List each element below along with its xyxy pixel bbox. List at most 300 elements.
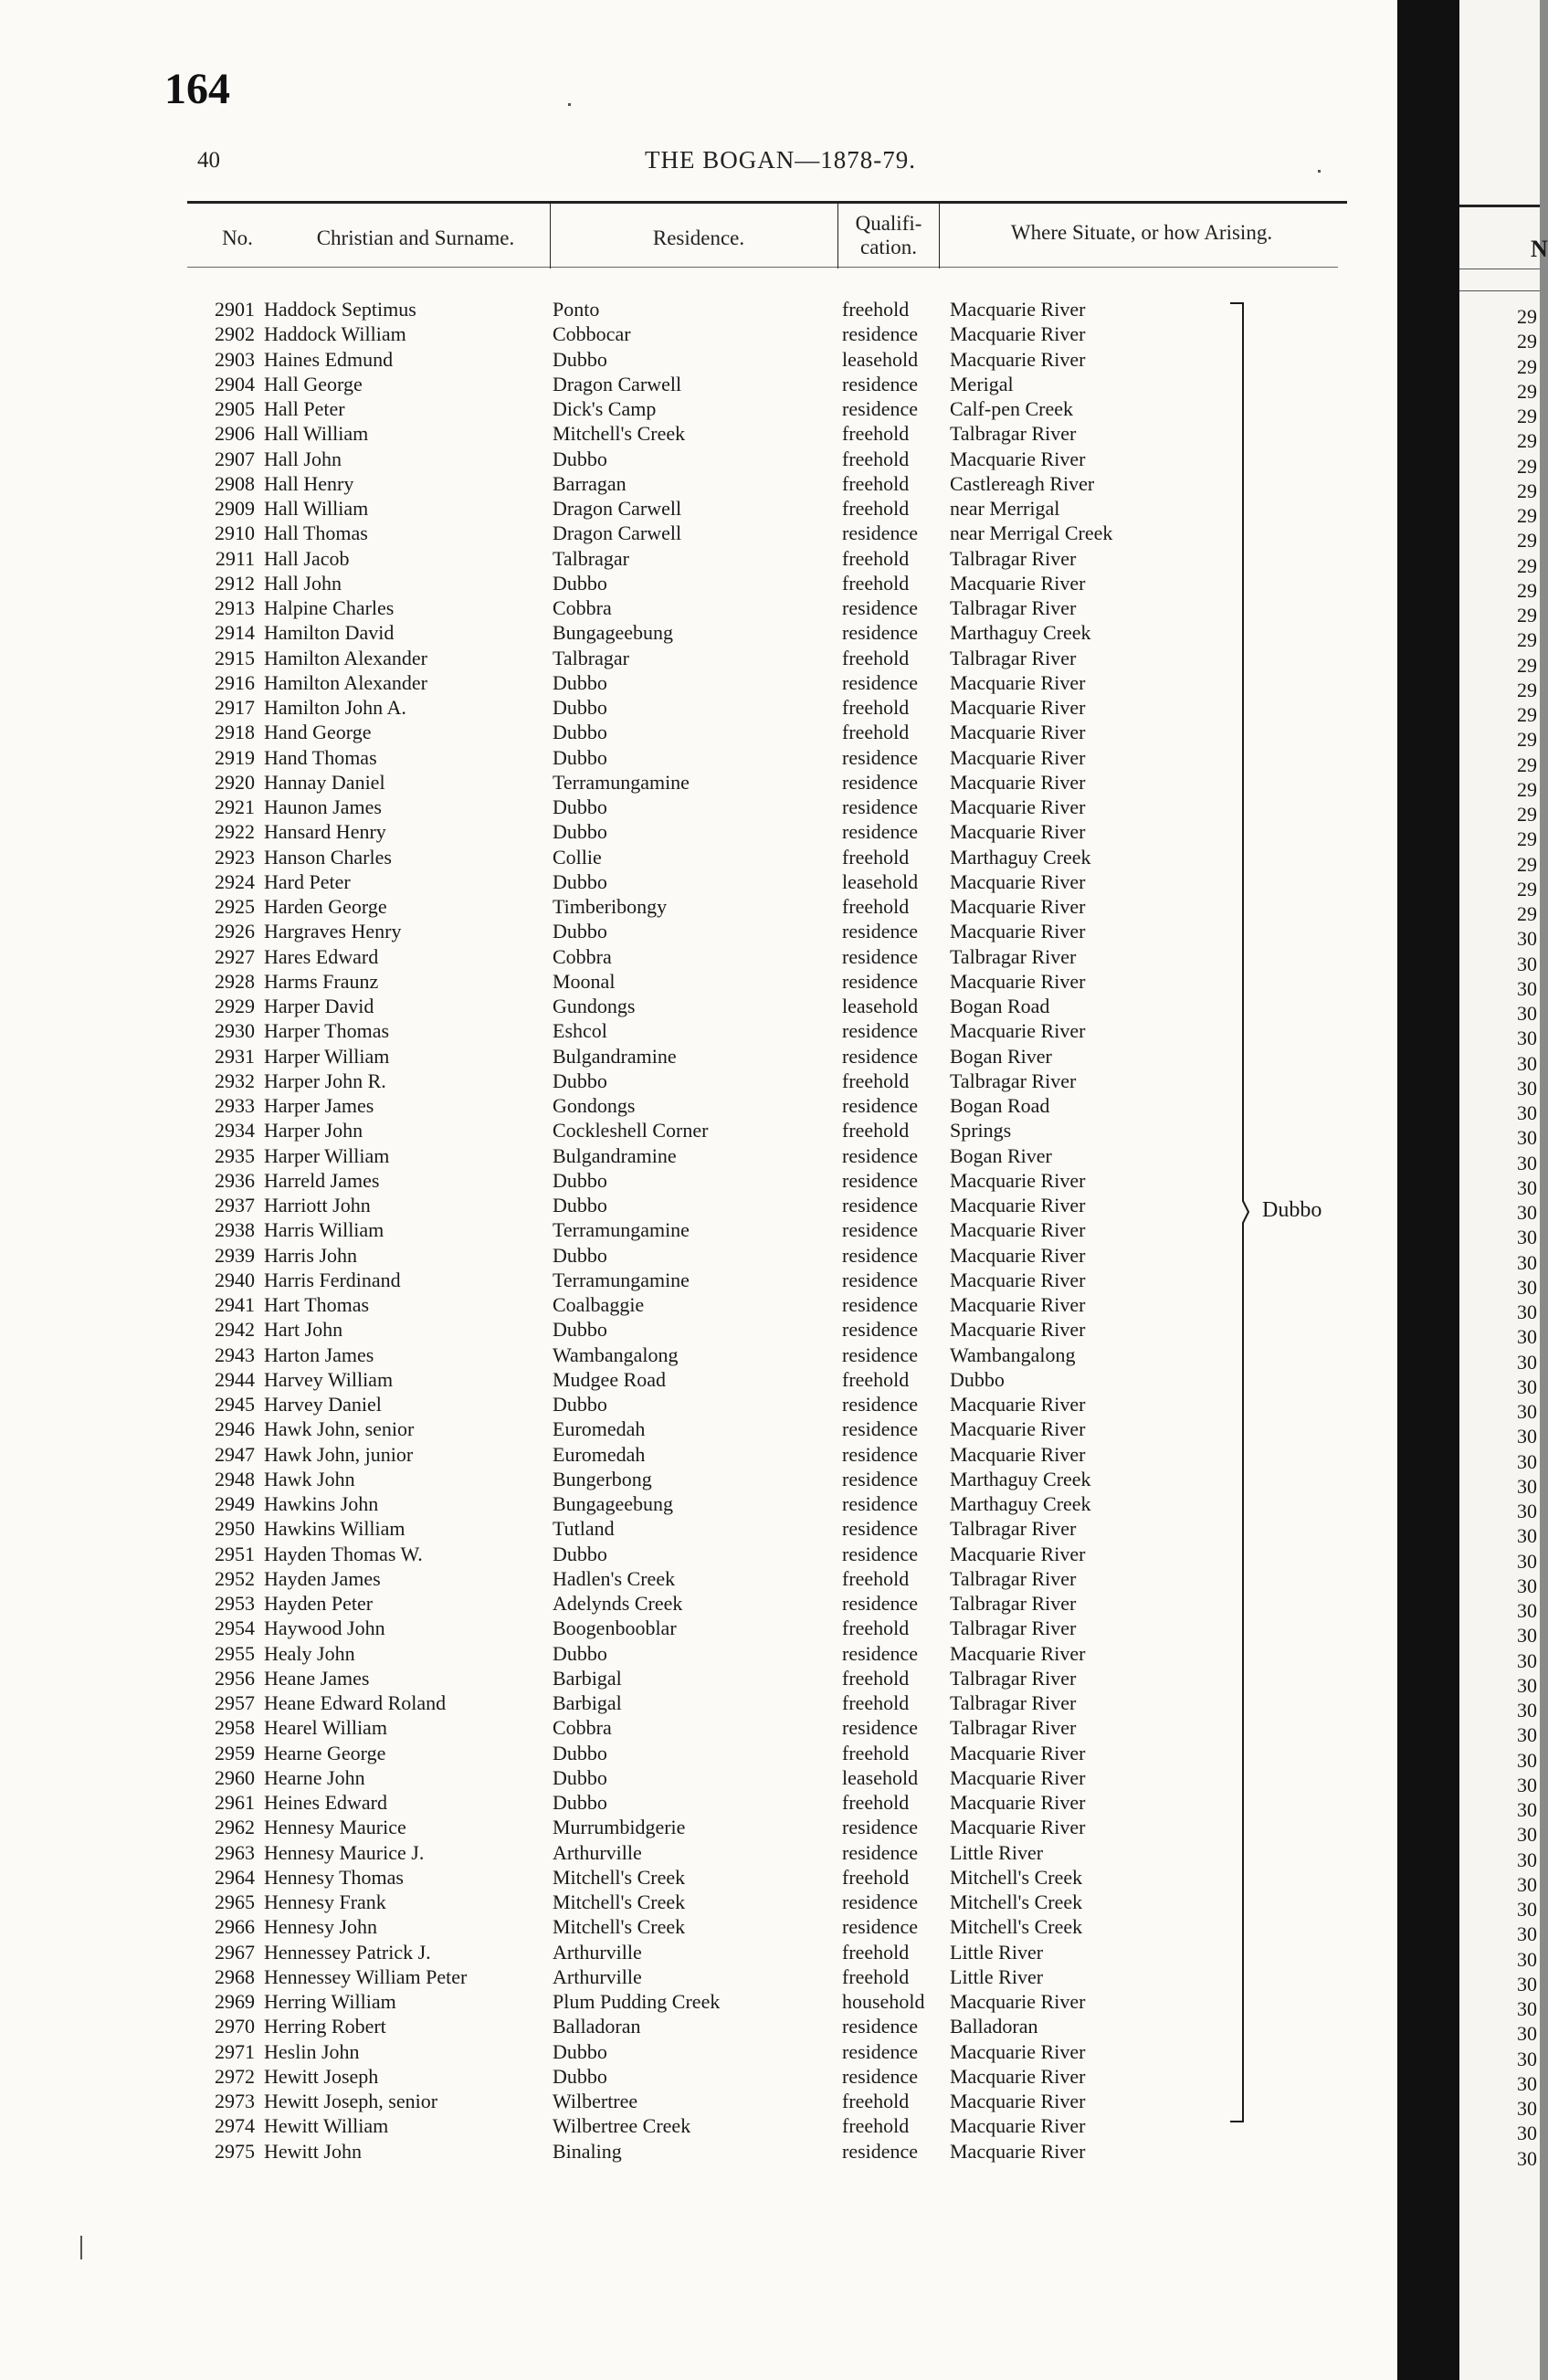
residence: Mitchell's Creek bbox=[553, 1915, 686, 1939]
voter-name: Harriott John bbox=[264, 1194, 371, 1216]
entry-number: 2942 bbox=[215, 1318, 255, 1342]
table-row bbox=[0, 620, 1397, 645]
where-situate: Talbragar River bbox=[950, 1716, 1077, 1740]
voter-name: Hayden James bbox=[264, 1566, 381, 1590]
entry-number: 2946 bbox=[215, 1417, 255, 1441]
voter-name: Harms Fraunz bbox=[264, 969, 379, 993]
residence: Dubbo bbox=[553, 1243, 607, 1267]
voter-name: Hand Thomas bbox=[264, 745, 377, 769]
table-row bbox=[0, 496, 1397, 521]
col-divider-name bbox=[550, 203, 551, 269]
residence: Wilbertree bbox=[553, 2090, 638, 2112]
adjacent-page-edge bbox=[1459, 0, 1548, 2380]
entry-number: 2907 bbox=[215, 447, 255, 470]
voter-name: Hannay Daniel bbox=[264, 770, 385, 794]
table-row bbox=[0, 1467, 1397, 1491]
voter-name: Hewitt Joseph bbox=[264, 2064, 379, 2088]
table-row bbox=[0, 720, 1397, 744]
voter-name: Heane Edward Roland bbox=[264, 1691, 447, 1714]
residence: Dubbo bbox=[553, 1765, 607, 1789]
entry-number: 2906 bbox=[215, 422, 255, 446]
entry-number: 2936 bbox=[215, 1168, 255, 1192]
qualification: residence bbox=[842, 1393, 919, 1416]
qualification: residence bbox=[842, 1268, 919, 1291]
voter-name: Harper William bbox=[264, 1044, 390, 1068]
entry-number: 2905 bbox=[215, 397, 255, 420]
adjacent-page-numbers bbox=[1517, 304, 1537, 2171]
qualification: residence bbox=[842, 1517, 919, 1541]
where-situate: Marthaguy Creek bbox=[950, 845, 1091, 869]
residence: Dubbo bbox=[553, 1542, 607, 1565]
voter-name: Hawk John bbox=[264, 1467, 355, 1490]
adjacent-entry-number: 30 bbox=[1517, 2122, 1537, 2145]
residence: Dick's Camp bbox=[553, 397, 657, 420]
entry-number: 2920 bbox=[215, 770, 255, 794]
voter-name: Hall William bbox=[264, 422, 369, 446]
qualification: residence bbox=[842, 322, 919, 346]
table-row bbox=[0, 2113, 1397, 2138]
voter-name: Hennesy John bbox=[264, 1915, 378, 1939]
table-row bbox=[0, 695, 1397, 720]
residence: Adelynds Creek bbox=[553, 1592, 683, 1615]
residence: Dubbo bbox=[553, 1168, 607, 1192]
where-situate: Macquarie River bbox=[950, 2039, 1086, 2063]
qualification: freehold bbox=[842, 422, 910, 446]
voter-name: Harris William bbox=[264, 1218, 384, 1242]
entry-number: 2918 bbox=[215, 721, 255, 744]
table-row bbox=[0, 646, 1397, 670]
residence: Eshcol bbox=[553, 1019, 607, 1043]
qualification: freehold bbox=[842, 1617, 910, 1640]
entry-number: 2911 bbox=[215, 546, 255, 570]
residence: Bulgandramine bbox=[553, 1044, 677, 1068]
adjacent-entry-number: 29 bbox=[1517, 653, 1537, 677]
qualification: freehold bbox=[842, 1964, 910, 1988]
adjacent-entry-number: 29 bbox=[1517, 604, 1537, 627]
entry-number: 2954 bbox=[215, 1617, 255, 1640]
residence: Wambangalong bbox=[553, 1343, 679, 1366]
entry-number: 2928 bbox=[215, 969, 255, 993]
residence: Murrumbidgerie bbox=[553, 1816, 686, 1839]
adjacent-entry-number: 30 bbox=[1517, 1151, 1537, 1174]
table-row bbox=[0, 1243, 1397, 1268]
table-row bbox=[0, 1940, 1397, 1964]
where-situate: Mitchell's Creek bbox=[950, 1865, 1083, 1889]
voter-name: Hennessey Patrick J. bbox=[264, 1940, 431, 1964]
residence: Dubbo bbox=[553, 1641, 607, 1665]
entry-number: 2965 bbox=[215, 1890, 255, 1913]
residence: Bulgandramine bbox=[553, 1143, 677, 1167]
table-row bbox=[0, 1516, 1397, 1541]
residence: Dubbo bbox=[553, 1194, 607, 1216]
voter-name: Hanson Charles bbox=[264, 845, 392, 869]
page-number: 40 bbox=[197, 148, 220, 173]
adjacent-entry-number: 30 bbox=[1517, 1748, 1537, 1772]
where-situate: Balladoran bbox=[950, 2015, 1038, 2038]
residence: Cobbra bbox=[553, 944, 612, 968]
qualification: residence bbox=[842, 969, 919, 993]
where-situate: Macquarie River bbox=[950, 1218, 1086, 1242]
where-situate: Macquarie River bbox=[950, 2114, 1086, 2138]
adjacent-entry-number: 29 bbox=[1517, 628, 1537, 652]
adjacent-entry-number: 30 bbox=[1517, 1350, 1537, 1374]
entry-number: 2943 bbox=[215, 1343, 255, 1366]
where-situate: Macquarie River bbox=[950, 696, 1086, 719]
table-row bbox=[0, 1292, 1397, 1317]
qualification: freehold bbox=[842, 895, 910, 918]
qualification: residence bbox=[842, 397, 919, 420]
adjacent-entry-number: 29 bbox=[1517, 877, 1537, 900]
where-situate: Bogan River bbox=[950, 1143, 1052, 1167]
voter-name: Harvey Daniel bbox=[264, 1393, 382, 1416]
residence: Tutland bbox=[553, 1517, 615, 1541]
entry-number: 2963 bbox=[215, 1840, 255, 1864]
qualification: residence bbox=[842, 1168, 919, 1192]
col-divider-qualification bbox=[939, 203, 940, 269]
where-situate: Macquarie River bbox=[950, 1542, 1086, 1565]
where-situate: near Merrigal bbox=[950, 497, 1060, 520]
voter-name: Hearel William bbox=[264, 1716, 387, 1740]
voter-name: Hall William bbox=[264, 497, 369, 520]
table-row bbox=[0, 894, 1397, 919]
qualification: freehold bbox=[842, 571, 910, 595]
adjacent-entry-number: 30 bbox=[1517, 1524, 1537, 1548]
voter-name: Herring William bbox=[264, 1990, 396, 2013]
table-row bbox=[0, 1317, 1397, 1342]
residence: Gondongs bbox=[553, 1094, 636, 1117]
table-row bbox=[0, 994, 1397, 1018]
where-situate: Talbragar River bbox=[950, 546, 1077, 570]
adjacent-entry-number: 30 bbox=[1517, 1250, 1537, 1274]
table-row bbox=[0, 2039, 1397, 2064]
qualification: residence bbox=[842, 745, 919, 769]
where-situate: Macquarie River bbox=[950, 670, 1086, 694]
qualification: residence bbox=[842, 820, 919, 844]
table-row bbox=[0, 521, 1397, 545]
table-row bbox=[0, 1018, 1397, 1043]
adjacent-entry-number: 30 bbox=[1517, 2146, 1537, 2170]
qualification: residence bbox=[842, 2015, 919, 2038]
district-label: Dubbo bbox=[1262, 1198, 1322, 1222]
residence: Cobbra bbox=[553, 596, 612, 619]
residence: Euromedah bbox=[553, 1417, 646, 1441]
qualification: residence bbox=[842, 1592, 919, 1615]
adjacent-entry-number: 30 bbox=[1517, 2022, 1537, 2046]
voter-name: Hennesy Thomas bbox=[264, 1865, 404, 1889]
entry-number: 2930 bbox=[215, 1019, 255, 1043]
voter-name: Hewitt Joseph, senior bbox=[264, 2090, 438, 2112]
where-situate: Bogan Road bbox=[950, 1094, 1050, 1117]
table-row bbox=[0, 1690, 1397, 1715]
qualification: freehold bbox=[842, 1741, 910, 1764]
entry-number: 2962 bbox=[215, 1816, 255, 1839]
voter-name: Harper David bbox=[264, 995, 374, 1017]
residence: Gundongs bbox=[553, 995, 636, 1017]
voter-name: Hall John bbox=[264, 447, 342, 470]
qualification: residence bbox=[842, 1840, 919, 1864]
where-situate: Marthaguy Creek bbox=[950, 1492, 1091, 1515]
entry-number: 2915 bbox=[215, 646, 255, 669]
voter-name: Haunon James bbox=[264, 795, 382, 818]
residence: Dubbo bbox=[553, 920, 607, 943]
table-row bbox=[0, 321, 1397, 346]
table-row bbox=[0, 571, 1397, 595]
adjacent-entry-number: 30 bbox=[1517, 1425, 1537, 1448]
residence: Euromedah bbox=[553, 1442, 646, 1466]
adjacent-entry-number: 29 bbox=[1517, 529, 1537, 553]
qualification: freehold bbox=[842, 1865, 910, 1889]
qualification: residence bbox=[842, 795, 919, 818]
where-situate: Macquarie River bbox=[950, 347, 1086, 371]
where-situate: Macquarie River bbox=[950, 1641, 1086, 1665]
adjacent-entry-number: 29 bbox=[1517, 354, 1537, 378]
where-situate: Talbragar River bbox=[950, 1666, 1077, 1690]
where-situate: Little River bbox=[950, 1964, 1044, 1988]
qualification: leasehold bbox=[842, 869, 919, 893]
adjacent-entry-number: 30 bbox=[1517, 2071, 1537, 2095]
entry-number: 2929 bbox=[215, 995, 255, 1017]
residence: Dubbo bbox=[553, 1791, 607, 1814]
table-row bbox=[0, 2139, 1397, 2164]
qualification: residence bbox=[842, 770, 919, 794]
adjacent-entry-number: 30 bbox=[1517, 1325, 1537, 1349]
table-row bbox=[0, 447, 1397, 471]
table-row bbox=[0, 1964, 1397, 1989]
table-row bbox=[0, 670, 1397, 695]
residence: Balladoran bbox=[553, 2015, 641, 2038]
qualification: residence bbox=[842, 1094, 919, 1117]
where-situate: Macquarie River bbox=[950, 745, 1086, 769]
adjacent-entry-number: 30 bbox=[1517, 1848, 1537, 1871]
where-situate: Macquarie River bbox=[950, 770, 1086, 794]
folio-number: 164 bbox=[164, 65, 230, 113]
table-row bbox=[0, 944, 1397, 969]
where-situate: Macquarie River bbox=[950, 869, 1086, 893]
where-situate: Bogan River bbox=[950, 1044, 1052, 1068]
entry-number: 2958 bbox=[215, 1716, 255, 1740]
adjacent-entry-number: 30 bbox=[1517, 1301, 1537, 1323]
residence: Dragon Carwell bbox=[553, 497, 682, 520]
voter-name: Hayden Peter bbox=[264, 1592, 374, 1615]
where-situate: Talbragar River bbox=[950, 1566, 1077, 1590]
qualification: freehold bbox=[842, 1566, 910, 1590]
where-situate: Macquarie River bbox=[950, 1393, 1086, 1416]
qualification: freehold bbox=[842, 546, 910, 570]
where-situate: Talbragar River bbox=[950, 596, 1077, 619]
qualification: residence bbox=[842, 1492, 919, 1515]
table-row bbox=[0, 1118, 1397, 1143]
entry-number: 2914 bbox=[215, 621, 255, 645]
residence: Dubbo bbox=[553, 1318, 607, 1342]
residence: Dubbo bbox=[553, 447, 607, 470]
adjacent-entry-number: 29 bbox=[1517, 578, 1537, 602]
voter-name: Hall John bbox=[264, 571, 342, 595]
where-situate: Macquarie River bbox=[950, 1417, 1086, 1441]
adjacent-entry-number: 29 bbox=[1517, 379, 1537, 403]
table-row bbox=[0, 919, 1397, 943]
voter-name: Hawkins John bbox=[264, 1492, 379, 1515]
adjacent-entry-number: 30 bbox=[1517, 1922, 1537, 1946]
where-situate: Macquarie River bbox=[950, 1168, 1086, 1192]
entry-number: 2966 bbox=[215, 1915, 255, 1939]
qualification: residence bbox=[842, 2039, 919, 2063]
qualification: freehold bbox=[842, 1367, 910, 1391]
qualification: freehold bbox=[842, 1119, 910, 1143]
scan-mark bbox=[1318, 170, 1321, 173]
entry-number: 2909 bbox=[215, 497, 255, 520]
residence: Dubbo bbox=[553, 670, 607, 694]
voter-name: Hargraves Henry bbox=[264, 920, 402, 943]
qualification: residence bbox=[842, 1816, 919, 1839]
qualification: freehold bbox=[842, 1940, 910, 1964]
entry-number: 2948 bbox=[215, 1467, 255, 1490]
where-situate: Macquarie River bbox=[950, 1194, 1086, 1216]
where-situate: Macquarie River bbox=[950, 447, 1086, 470]
table-row bbox=[0, 1914, 1397, 1939]
entry-number: 2947 bbox=[215, 1442, 255, 1466]
table-row bbox=[0, 546, 1397, 571]
where-situate: Macquarie River bbox=[950, 795, 1086, 818]
residence: Dubbo bbox=[553, 869, 607, 893]
where-situate: Talbragar River bbox=[950, 646, 1077, 669]
where-situate: Macquarie River bbox=[950, 969, 1086, 993]
entry-number: 2910 bbox=[215, 521, 255, 545]
residence: Dubbo bbox=[553, 745, 607, 769]
qualification: residence bbox=[842, 596, 919, 619]
entry-number: 2950 bbox=[215, 1517, 255, 1541]
entry-number: 2955 bbox=[215, 1641, 255, 1665]
entry-number: 2919 bbox=[215, 745, 255, 769]
entry-number: 2945 bbox=[215, 1393, 255, 1416]
entry-number: 2933 bbox=[215, 1094, 255, 1117]
adjacent-entry-number: 30 bbox=[1517, 1673, 1537, 1697]
table-row bbox=[0, 1591, 1397, 1616]
voter-name: Healy John bbox=[264, 1641, 355, 1665]
residence: Barbigal bbox=[553, 1691, 622, 1714]
table-row bbox=[0, 1542, 1397, 1566]
table-row bbox=[0, 2014, 1397, 2038]
entry-number: 2927 bbox=[215, 944, 255, 968]
column-header-name: Christian and Surname. bbox=[316, 226, 515, 249]
table-row bbox=[0, 1641, 1397, 1666]
adjacent-entry-number: 29 bbox=[1517, 902, 1537, 925]
adjacent-entry-number: 29 bbox=[1517, 777, 1537, 801]
voter-name: Hennesy Maurice bbox=[264, 1816, 406, 1839]
residence: Timberibongy bbox=[553, 895, 668, 918]
adjacent-entry-number: 30 bbox=[1517, 1474, 1537, 1498]
qualification: residence bbox=[842, 521, 919, 545]
voter-name: Hamilton Alexander bbox=[264, 670, 428, 694]
entry-number: 2951 bbox=[215, 1542, 255, 1565]
residence: Cobbra bbox=[553, 1716, 612, 1740]
where-situate: Dubbo bbox=[950, 1367, 1005, 1391]
entry-number: 2973 bbox=[215, 2090, 255, 2112]
voter-name: Harreld James bbox=[264, 1168, 380, 1192]
voter-name: Herring Robert bbox=[264, 2015, 386, 2038]
table-row bbox=[0, 372, 1397, 396]
residence: Arthurville bbox=[553, 1940, 642, 1964]
voter-name: Hansard Henry bbox=[264, 820, 386, 844]
adjacent-entry-number: 30 bbox=[1517, 1101, 1537, 1124]
qualification: residence bbox=[842, 2139, 919, 2163]
table-row bbox=[0, 1143, 1397, 1168]
entry-number: 2934 bbox=[215, 1119, 255, 1143]
adjacent-entry-number: 30 bbox=[1517, 1201, 1537, 1224]
residence: Cockleshell Corner bbox=[553, 1119, 709, 1143]
column-header-qualification bbox=[838, 212, 939, 259]
where-situate: Marthaguy Creek bbox=[950, 621, 1091, 645]
residence: Dragon Carwell bbox=[553, 521, 682, 545]
adjacent-entry-number: 29 bbox=[1517, 330, 1537, 353]
qualification: freehold bbox=[842, 1691, 910, 1714]
residence: Arthurville bbox=[553, 1964, 642, 1988]
residence: Dubbo bbox=[553, 696, 607, 719]
entry-number: 2938 bbox=[215, 1218, 255, 1242]
entry-number: 2922 bbox=[215, 820, 255, 844]
residence: Moonal bbox=[553, 969, 616, 993]
table-row bbox=[0, 2089, 1397, 2113]
adjacent-entry-number: 30 bbox=[1517, 1027, 1537, 1050]
adjacent-entry-number: 30 bbox=[1517, 927, 1537, 951]
column-header-residence: Residence. bbox=[652, 226, 745, 249]
residence: Bungageebung bbox=[553, 1492, 673, 1515]
entry-number: 2941 bbox=[215, 1293, 255, 1316]
qualification: leasehold bbox=[842, 1765, 919, 1789]
residence: Barbigal bbox=[553, 1666, 622, 1690]
residence: Arthurville bbox=[553, 1840, 642, 1864]
table-row bbox=[0, 1392, 1397, 1416]
voter-name: Hall Jacob bbox=[264, 546, 350, 570]
qualification: leasehold bbox=[842, 347, 919, 371]
adjacent-entry-number: 30 bbox=[1517, 1798, 1537, 1821]
where-situate: Macquarie River bbox=[950, 1990, 1086, 2013]
qualification: freehold bbox=[842, 447, 910, 470]
entry-number: 2961 bbox=[215, 1791, 255, 1814]
qualification: freehold bbox=[842, 298, 910, 321]
entry-number: 2913 bbox=[215, 596, 255, 619]
table-row bbox=[0, 1193, 1397, 1217]
voter-name: Hart Thomas bbox=[264, 1293, 370, 1316]
qualification: residence bbox=[842, 621, 919, 645]
where-situate: near Merrigal Creek bbox=[950, 521, 1113, 545]
qualification: residence bbox=[842, 670, 919, 694]
adjacent-entry-number: 29 bbox=[1517, 827, 1537, 851]
where-situate: Talbragar River bbox=[950, 1617, 1077, 1640]
entry-number: 2937 bbox=[215, 1194, 255, 1216]
table-row bbox=[0, 1616, 1397, 1640]
residence: Terramungamine bbox=[553, 1218, 690, 1242]
where-situate: Macquarie River bbox=[950, 2090, 1086, 2112]
qualification: freehold bbox=[842, 2090, 910, 2112]
voter-name: Hand George bbox=[264, 721, 372, 744]
qualification: residence bbox=[842, 1194, 919, 1216]
adjacent-entry-number: 30 bbox=[1517, 976, 1537, 1000]
adjacent-entry-number: 29 bbox=[1517, 703, 1537, 726]
qualification: freehold bbox=[842, 1791, 910, 1814]
qualification: residence bbox=[842, 1417, 919, 1441]
voter-name: Harper John R. bbox=[264, 1069, 386, 1092]
qualification: freehold bbox=[842, 845, 910, 869]
where-situate: Macquarie River bbox=[950, 721, 1086, 744]
voter-name: Haywood John bbox=[264, 1617, 385, 1640]
table-row bbox=[0, 1416, 1397, 1441]
voter-name: Hamilton John A. bbox=[264, 696, 406, 719]
adjacent-entry-number: 30 bbox=[1517, 1997, 1537, 2020]
entry-number: 2921 bbox=[215, 795, 255, 818]
residence: Talbragar bbox=[553, 646, 629, 669]
voter-name: Hennessey William Peter bbox=[264, 1964, 468, 1988]
qualification: residence bbox=[842, 372, 919, 395]
